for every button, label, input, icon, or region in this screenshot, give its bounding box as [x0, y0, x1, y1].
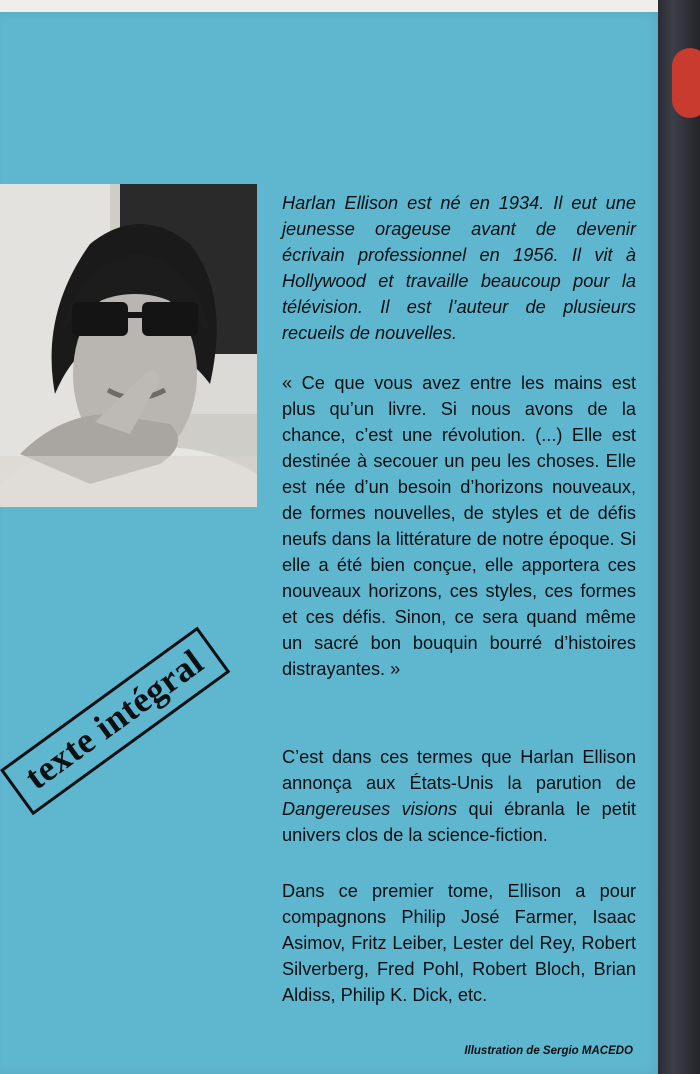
contributors-paragraph: Dans ce premier tome, Ellison a pour compagnons Philip José Farmer, Isaac Asimov, Fritz Leiber, Lester del Rey, Robert Silverberg, Fred Pohl, Robert Bloch, Brian Aldiss, Philip K. Dick, etc. — [282, 881, 636, 1005]
book-title: Dangereuses visions — [282, 799, 458, 819]
stamp-label: texte intégral — [0, 627, 230, 816]
illustration-credit: Illustration de Sergio MACEDO — [464, 1045, 633, 1057]
context-paragraph — [282, 744, 636, 848]
author-portrait-image — [0, 184, 257, 507]
context-text-start: C’est dans ces termes que Harlan Ellison annonça aux États-Unis la parution de — [282, 747, 636, 793]
context-text-end: qui ébranla le petit univers clos de la science-fiction. — [282, 799, 636, 845]
spine-logo-mark — [672, 48, 700, 118]
book-spine — [658, 0, 700, 1074]
author-bio: Harlan Ellison est né en 1934. Il eut une jeunesse orageuse avant de devenir écrivain professionnel en 1956. Il vit à Hollywood et travaille beaucoup pour la télévision. Il est l’auteur de plusieurs recueils de nouvelles. — [282, 193, 636, 343]
author-quote: « Ce que vous avez entre les mains est plus qu’un livre. Si nous avons de la chance, c’est une révolution. (...) Elle est destinée à secouer un peu les choses. Elle est née d’un besoin d’horizons nouveaux, de formes nouvelles, de styles et de défis neufs dans la littérature de notre époque. Si elle a été bien conçue, elle apportera ces nouveaux horizons, ces styles, ces formes et ces défis. Sinon, ce sera quand même un sacré bon bouquin bourré d’histoires distrayantes. » — [282, 373, 636, 679]
